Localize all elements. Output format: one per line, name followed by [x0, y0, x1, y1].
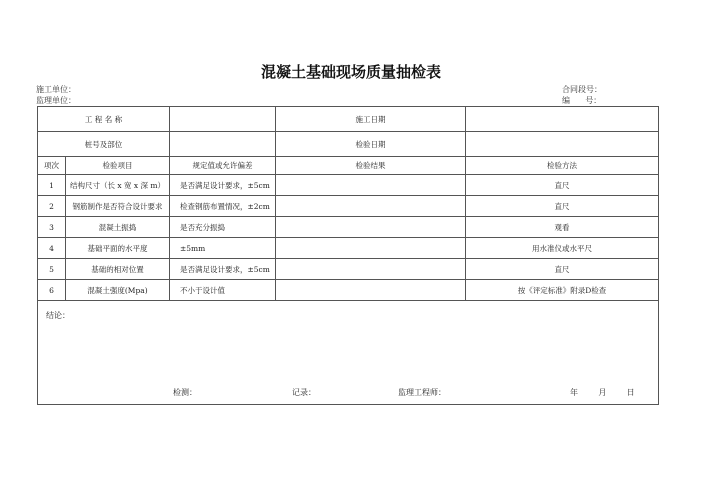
- construction-date-field[interactable]: [466, 107, 659, 132]
- table-row: [38, 259, 659, 280]
- item-result-field[interactable]: [276, 196, 466, 217]
- pile-location-label: 桩号及部位: [38, 132, 170, 157]
- item-no: 4: [38, 238, 66, 259]
- item-spec: 不小于设计值: [170, 280, 276, 301]
- item-name: 基础平面的水平度: [66, 238, 170, 259]
- table-row: [38, 280, 659, 301]
- page-title: 混凝土基础现场质量抽检表: [260, 63, 441, 81]
- construction-date-label: 施工日期: [276, 107, 466, 132]
- project-name-field[interactable]: [170, 107, 276, 132]
- item-no: 1: [38, 175, 66, 196]
- item-no: 2: [38, 196, 66, 217]
- column-header-result: 检验结果: [276, 157, 466, 175]
- column-header-no: 项次: [38, 157, 66, 175]
- item-result-field[interactable]: [276, 259, 466, 280]
- item-result-field[interactable]: [276, 217, 466, 238]
- table-row: [38, 175, 659, 196]
- item-name: 钢筋制作是否符合设计要求: [66, 196, 170, 217]
- item-name: 结构尺寸（长 x 宽 x 深 m）: [66, 175, 170, 196]
- item-method: 按《评定标准》附录D检查: [466, 280, 659, 301]
- item-spec: ±5mm: [170, 238, 276, 259]
- pile-location-row: [38, 132, 659, 157]
- sign-date-label: 年 月 日: [570, 388, 635, 397]
- supervision-unit-label: 监理单位：: [36, 96, 76, 105]
- column-header-spec: 规定值或允许偏差: [170, 157, 276, 175]
- project-name-row: [38, 107, 659, 132]
- supervisor-signature-label: 监理工程师：: [398, 388, 446, 397]
- column-header-item: 检验项目: [66, 157, 170, 175]
- item-no: 5: [38, 259, 66, 280]
- item-spec: 是否充分振捣: [170, 217, 276, 238]
- item-spec: 是否满足设计要求，±5cm: [170, 259, 276, 280]
- item-method: 直尺: [466, 259, 659, 280]
- column-header-row: [38, 157, 659, 175]
- item-name: 基础的相对位置: [66, 259, 170, 280]
- item-no: 3: [38, 217, 66, 238]
- table-row: [38, 217, 659, 238]
- item-spec: 检查钢筋布置情况，±2cm: [170, 196, 276, 217]
- item-name: 混凝土振捣: [66, 217, 170, 238]
- item-method: 观看: [466, 217, 659, 238]
- conclusion-row: [38, 301, 659, 405]
- table-row: [38, 196, 659, 217]
- item-spec: 是否满足设计要求，±5cm: [170, 175, 276, 196]
- pile-location-field[interactable]: [170, 132, 276, 157]
- inspection-date-field[interactable]: [466, 132, 659, 157]
- inspector-signature-label: 检测：: [173, 388, 197, 397]
- item-method: 用水准仪或水平尺: [466, 238, 659, 259]
- item-name: 混凝土强度(Mpa): [66, 280, 170, 301]
- conclusion-cell[interactable]: [38, 301, 659, 405]
- conclusion-label: 结论：: [46, 311, 70, 320]
- item-result-field[interactable]: [276, 280, 466, 301]
- inspection-table: [37, 106, 659, 405]
- item-result-field[interactable]: [276, 175, 466, 196]
- column-header-method: 检验方法: [466, 157, 659, 175]
- item-method: 直尺: [466, 175, 659, 196]
- recorder-signature-label: 记录：: [292, 388, 316, 397]
- item-method: 直尺: [466, 196, 659, 217]
- project-name-label: 工 程 名 称: [38, 107, 170, 132]
- item-no: 6: [38, 280, 66, 301]
- contract-no-label: 合同段号：: [562, 85, 602, 94]
- serial-no-label: 编 号：: [562, 96, 602, 105]
- inspection-date-label: 检验日期: [276, 132, 466, 157]
- item-result-field[interactable]: [276, 238, 466, 259]
- construction-unit-label: 施工单位：: [36, 85, 76, 94]
- table-row: [38, 238, 659, 259]
